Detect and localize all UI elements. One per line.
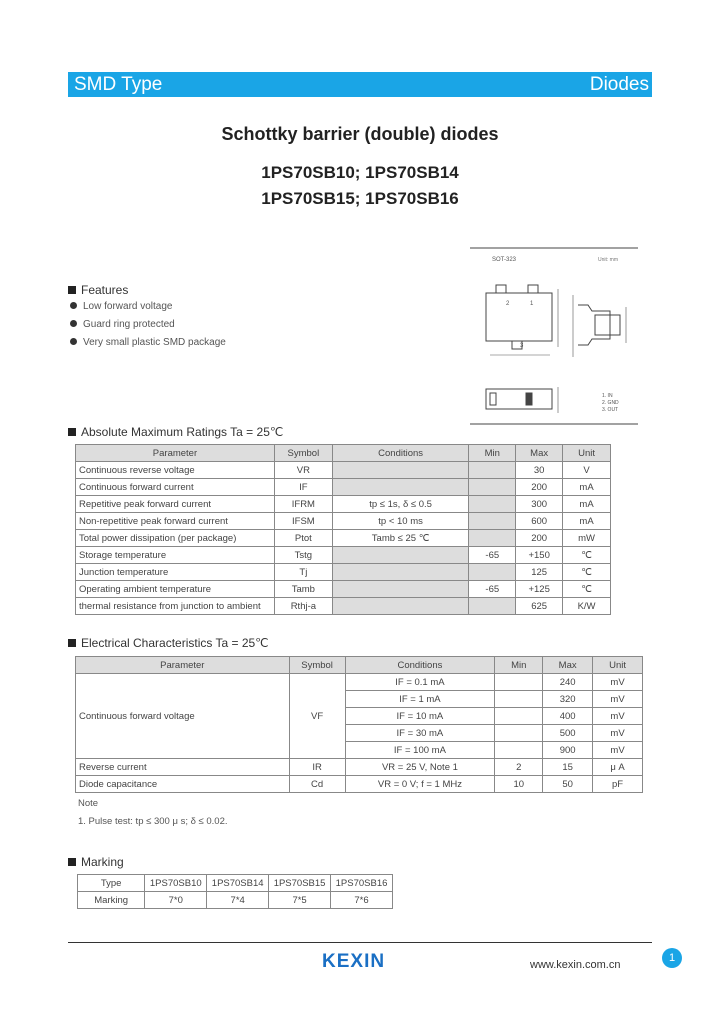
table-cell: 7*6 — [331, 892, 393, 909]
table-cell: 10 — [495, 776, 543, 793]
abs-max-heading — [68, 425, 283, 439]
table-cell: 900 — [543, 742, 593, 759]
table-cell: 30 — [516, 462, 563, 479]
footer-url[interactable]: www.kexin.com.cn — [530, 959, 621, 971]
abs-max-heading-text: Absolute Maximum Ratings Ta = 25℃ — [81, 425, 284, 439]
part-numbers-line2: 1PS70SB15; 1PS70SB16 — [261, 189, 459, 208]
table-cell — [469, 479, 516, 496]
features-heading-text: Features — [81, 283, 129, 297]
feature-text: Very small plastic SMD package — [83, 337, 226, 348]
table-cell: 7*4 — [207, 892, 269, 909]
table-cell: IF = 0.1 mA — [345, 674, 495, 691]
table-cell — [332, 581, 469, 598]
feature-item — [70, 300, 226, 318]
package-unit: Unit: mm — [598, 257, 618, 263]
table-cell — [332, 479, 469, 496]
table-cell: 15 — [543, 759, 593, 776]
table-cell — [495, 674, 543, 691]
table-cell: VR — [274, 462, 332, 479]
table-cell: VR = 25 V, Note 1 — [345, 759, 495, 776]
col-header: Symbol — [274, 445, 332, 462]
table-cell: Tj — [274, 564, 332, 581]
table-cell: Tamb — [274, 581, 332, 598]
table-row — [76, 462, 611, 479]
table-cell: 125 — [516, 564, 563, 581]
col-header: Conditions — [345, 657, 495, 674]
pin-2-desc: 2. GND — [602, 400, 619, 406]
table-cell: IF = 10 mA — [345, 708, 495, 725]
features-heading — [68, 283, 128, 297]
table-cell: 2 — [495, 759, 543, 776]
table-cell: Marking — [78, 892, 145, 909]
table-cell: IFSM — [274, 513, 332, 530]
table-cell: tp < 10 ms — [332, 513, 469, 530]
abs-max-header-row — [76, 445, 611, 462]
table-cell: Operating ambient temperature — [76, 581, 275, 598]
table-cell: 320 — [543, 691, 593, 708]
square-bullet-icon — [68, 858, 76, 866]
feature-item — [70, 318, 226, 336]
elec-heading-text: Electrical Characteristics Ta = 25℃ — [81, 636, 269, 650]
table-cell: Tamb ≤ 25 ℃ — [332, 530, 469, 547]
table-cell: ℃ — [563, 547, 611, 564]
table-cell — [332, 462, 469, 479]
pin-1-label: 1 — [530, 301, 534, 307]
table-cell: 1PS70SB14 — [207, 875, 269, 892]
vf-parameter-cell: Continuous forward voltage — [76, 674, 290, 759]
table-cell: 400 — [543, 708, 593, 725]
table-cell: IF — [274, 479, 332, 496]
square-bullet-icon — [68, 286, 76, 294]
pin-3-label: 3 — [520, 343, 524, 349]
table-cell: 7*5 — [269, 892, 331, 909]
table-row — [76, 674, 643, 691]
table-cell: 7*0 — [145, 892, 207, 909]
pin-1-desc: 1. IN — [602, 393, 613, 399]
table-cell — [495, 725, 543, 742]
table-row — [76, 759, 643, 776]
marking-heading — [68, 855, 124, 869]
table-cell: Diode capacitance — [76, 776, 290, 793]
col-header: Unit — [593, 657, 643, 674]
table-cell: 625 — [516, 598, 563, 615]
table-row — [76, 530, 611, 547]
table-cell: -65 — [469, 547, 516, 564]
table-row — [76, 496, 611, 513]
table-row — [76, 598, 611, 615]
header-left-title: SMD Type — [74, 74, 163, 95]
marking-table — [77, 874, 393, 909]
col-header: Min — [469, 445, 516, 462]
table-cell — [332, 547, 469, 564]
table-cell — [469, 496, 516, 513]
table-cell: Non-repetitive peak forward current — [76, 513, 275, 530]
table-cell: V — [563, 462, 611, 479]
vf-symbol-cell: VF — [289, 674, 345, 759]
footer-divider — [68, 942, 652, 943]
col-header: Max — [543, 657, 593, 674]
table-cell: Storage temperature — [76, 547, 275, 564]
table-cell: +150 — [516, 547, 563, 564]
table-cell: IF = 30 mA — [345, 725, 495, 742]
elec-heading — [68, 636, 269, 650]
table-cell: Cd — [289, 776, 345, 793]
table-cell: 600 — [516, 513, 563, 530]
marking-code-row — [78, 892, 393, 909]
table-cell: Reverse current — [76, 759, 290, 776]
table-cell — [469, 598, 516, 615]
table-cell — [332, 564, 469, 581]
feature-text: Guard ring protected — [83, 319, 175, 330]
col-header: Parameter — [76, 445, 275, 462]
elec-table — [75, 656, 643, 793]
table-cell: mV — [593, 674, 643, 691]
table-cell: Continuous reverse voltage — [76, 462, 275, 479]
table-cell — [469, 530, 516, 547]
table-cell: Ptot — [274, 530, 332, 547]
table-cell: mA — [563, 496, 611, 513]
table-cell: 300 — [516, 496, 563, 513]
table-cell: 1PS70SB15 — [269, 875, 331, 892]
table-cell: mV — [593, 708, 643, 725]
table-cell: IR — [289, 759, 345, 776]
table-cell: tp ≤ 1s, δ ≤ 0.5 — [332, 496, 469, 513]
bullet-icon — [70, 320, 77, 327]
abs-max-table — [75, 444, 611, 615]
table-row — [76, 547, 611, 564]
table-cell — [469, 564, 516, 581]
table-cell: 1PS70SB10 — [145, 875, 207, 892]
features-list — [70, 300, 226, 354]
table-cell: mW — [563, 530, 611, 547]
table-cell: mA — [563, 513, 611, 530]
table-cell: -65 — [469, 581, 516, 598]
elec-header-row — [76, 657, 643, 674]
table-cell: pF — [593, 776, 643, 793]
square-bullet-icon — [68, 428, 76, 436]
marking-type-row — [78, 875, 393, 892]
doc-title: Schottky barrier (double) diodes — [221, 124, 499, 144]
table-cell: K/W — [563, 598, 611, 615]
pin-2-label: 2 — [506, 301, 510, 307]
table-cell — [495, 708, 543, 725]
table-cell: mA — [563, 479, 611, 496]
table-cell: 500 — [543, 725, 593, 742]
table-cell: mV — [593, 742, 643, 759]
page-number: 1 — [662, 948, 682, 968]
header-bar — [68, 72, 652, 97]
col-header: Max — [516, 445, 563, 462]
package-outline-drawing — [470, 247, 640, 425]
table-cell: Total power dissipation (per package) — [76, 530, 275, 547]
table-cell — [332, 598, 469, 615]
feature-item — [70, 336, 226, 354]
table-cell: ℃ — [563, 564, 611, 581]
pin-3-desc: 3. OUT — [602, 407, 619, 413]
note-title: Note — [78, 798, 99, 809]
table-row — [76, 776, 643, 793]
col-header: Symbol — [289, 657, 345, 674]
col-header: Min — [495, 657, 543, 674]
table-cell: 240 — [543, 674, 593, 691]
table-cell: 50 — [543, 776, 593, 793]
marking-heading-text: Marking — [81, 855, 124, 869]
table-row — [76, 479, 611, 496]
table-cell — [495, 742, 543, 759]
table-cell: μ A — [593, 759, 643, 776]
note-text: 1. Pulse test: tp ≤ 300 μ s; δ ≤ 0.02. — [78, 816, 228, 827]
table-cell: VR = 0 V; f = 1 MHz — [345, 776, 495, 793]
table-row — [76, 581, 611, 598]
table-cell: IFRM — [274, 496, 332, 513]
kexin-logo: KEXIN — [322, 951, 386, 972]
table-cell: Junction temperature — [76, 564, 275, 581]
table-cell: IF = 1 mA — [345, 691, 495, 708]
table-cell: Continuous forward current — [76, 479, 275, 496]
table-row — [76, 564, 611, 581]
col-header: Parameter — [76, 657, 290, 674]
bullet-icon — [70, 302, 77, 309]
bullet-icon — [70, 338, 77, 345]
square-bullet-icon — [68, 639, 76, 647]
col-header: Unit — [563, 445, 611, 462]
table-cell: +125 — [516, 581, 563, 598]
table-cell — [469, 462, 516, 479]
part-numbers-line1: 1PS70SB10; 1PS70SB14 — [261, 163, 459, 182]
table-cell — [469, 513, 516, 530]
header-right-title: Diodes — [589, 74, 649, 95]
table-row — [76, 513, 611, 530]
table-cell: Repetitive peak forward current — [76, 496, 275, 513]
table-cell: mV — [593, 691, 643, 708]
table-cell: Type — [78, 875, 145, 892]
package-label: SOT-323 — [492, 257, 517, 263]
table-cell — [495, 691, 543, 708]
feature-text: Low forward voltage — [83, 301, 173, 312]
col-header: Conditions — [332, 445, 469, 462]
table-cell: 1PS70SB16 — [331, 875, 393, 892]
table-cell: IF = 100 mA — [345, 742, 495, 759]
table-cell: Rthj-a — [274, 598, 332, 615]
table-cell: 200 — [516, 479, 563, 496]
table-cell: mV — [593, 725, 643, 742]
table-cell: Tstg — [274, 547, 332, 564]
table-cell: ℃ — [563, 581, 611, 598]
table-cell: 200 — [516, 530, 563, 547]
table-cell: thermal resistance from junction to ambient — [76, 598, 275, 615]
